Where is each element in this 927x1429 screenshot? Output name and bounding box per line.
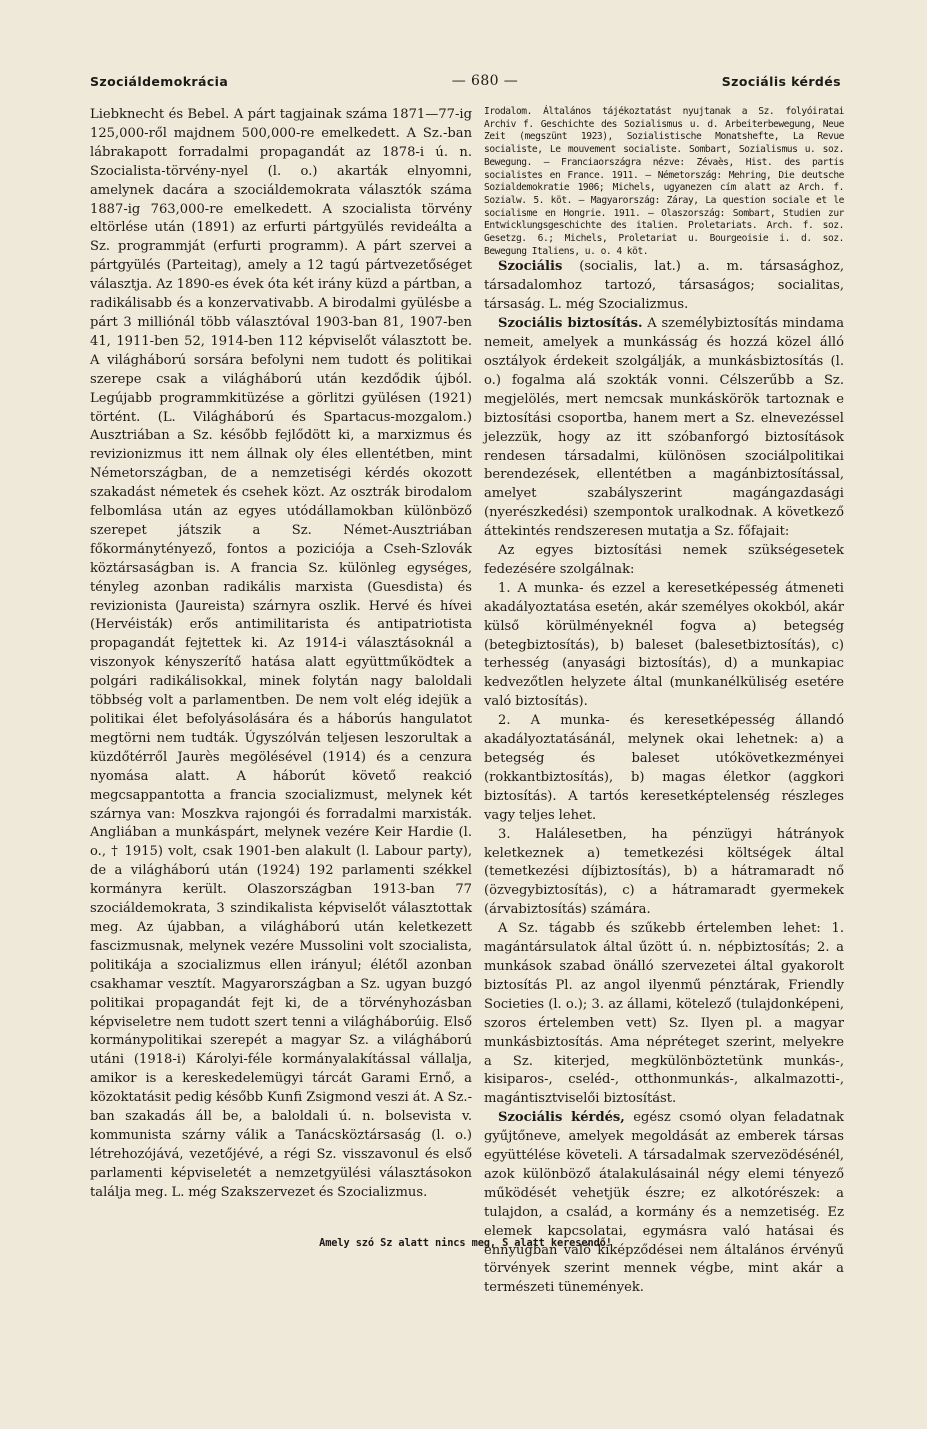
entry-szocialis bbox=[484, 258, 844, 315]
entry-text-kerdes: egész csomó olyan feladatnak gyűjtőneve, amelyek megoldását az emberek társas együttélése követeli. A társadalmak szervezödésénél, azok különböző átalakulásainál négy elemi tényező működését vehetjük észre; ez alkotórészek: a tulajdon, a család, a kormány és a nemzetiség. Ez elemek kapcsolatai, egymásra való hatásai és ennyugban való kiképződései nem általános érvényű törvények szerint mennek végbe, mint akár a természeti tünemények. bbox=[484, 1110, 844, 1296]
entry-text-biztositas: A személybiztosítás mindama nemeit, amelyek a munkásság és hozzá közel álló osztályok érdekeit szolgálják, a munkásbiztosítás (l. o.) fogalma alá szokták vonni. Célszerűbb a Sz. megjelölés, mert nemcsak munkáskörök tartoznak e biztosítási csoportba, hanem mert a Sz. elnevezéssel jelezzük, hogy az itt szóbanforgó biztosítások rendesen társadalmi, különösen szociálpolitikai berendezések, ellentétben a magánbiztosítással, amelyet szabályszerint magángazdasági (nyerészkedési) szempontok uralkodnak. A következő áttekintés rendszeresen mutatja a Sz. főfajait: bbox=[484, 316, 845, 540]
left-column bbox=[90, 106, 472, 1203]
footer-note: Amely szó Sz alatt nincs meg, S alatt keresendő! bbox=[319, 1237, 612, 1249]
biztositas-point-1: 1. A munka- és ezzel a keresetképesség átmeneti akadályoztatása esetén, akár személyes okokból, akár külső körülményeknél fogva a) betegség (betegbiztosítás), b) baleset (balesetbiztosítás), c) terhesség (anyasági biztosítás), d) a munkapiac kedvezőtlen helyzete által (munkanélküliség esetére való biztosítás). bbox=[484, 580, 844, 710]
header-right-keyword: Szociális kérdés bbox=[721, 74, 841, 89]
biztositas-point-3: 3. Halálesetben, ha pénzügyi hátrányok keletkeznek a) temetkezési költségek által (temetkezési díjbiztosítás), b) a hátramaradt nő (özvegybiztosítás), c) a hátramaradt gyermekek (árvabiztosítás) számára. bbox=[484, 826, 844, 918]
page-number: — 680 — bbox=[451, 73, 519, 89]
page-header bbox=[90, 74, 841, 96]
biztositas-point-2: 2. A munka- és keresetképesség állandó akadályoztatásánál, melynek okai lehetnek: a) a betegség és baleset utókövetkezményei (rokkantbiztosítás), b) magas életkor (aggkori biztosítás). A tartós keresetképtelenség részleges vagy teljes lehet. bbox=[484, 713, 844, 823]
right-column bbox=[484, 106, 844, 1298]
biztositas-types: A Sz. tágabb és szűkebb értelemben lehet: 1. magántársulatok által űzött ú. n. népbiztosítás; 2. a munkások szabad önálló szervezetei által gyakorolt biztosítás Pl. az angol ilyenmű pénztárak, Friendly Societies (l. o.); 3. az állami, kötelező (tulajdonképeni, szoros értelemben vett) Sz. Ilyen pl. a magyar munkásbiztosítás. Ama népréteget szerint, melyekre a Sz. kiterjed, megkülönböztetünk munkás-, kisiparos-, cseléd-, otthonmunkás-, alkalmazotti-, magántisztviselői biztosítást. bbox=[484, 921, 844, 1107]
entry-szocialis-biztositas bbox=[484, 315, 844, 542]
entry-term-biztositas: Szociális biztosítás. bbox=[498, 316, 643, 332]
biztositas-intro: Az egyes biztosítási nemek szükségesetek fedezésére szolgálnak: bbox=[484, 543, 844, 577]
entry-szocialis-kerdes bbox=[484, 1109, 844, 1298]
header-left-keyword: Szociáldemokrácia bbox=[90, 74, 229, 89]
entry-text-szocialis: (socialis, lat.) a. m. társasághoz, társadalomhoz tartozó, társaságos; socialitas, társaság. L. még Szocializmus. bbox=[484, 259, 844, 313]
szociáldemokrácia-entry-continuation: Liebknecht és Bebel. A párt tagjainak száma 1871—77-ig 125,000-ről majdnem 500,000-re emelkedett. A Sz.-ban lábrakapott forradalmi propagandát az 1878-i ú. n. Szocialista-törvény-nyel (l. o.) akarták elnyomni, amelynek dacára a szociáldemokrata választók száma 1887-ig 763,000-re emelkedett. A szocialista törvény eltörlése után (1891) az erfurti pártgyülés revideálta a Sz. programmját (erfurti programm). A párt szervei a pártgyülés (Parteitag), amely a 12 tagú pártvezetőséget választja. Az 1890-es évek óta két irány küzd a pártban, a radikálisabb és a konzervativabb. A birodalmi gyülésbe a párt 3 milliónál több választóval 1903-ban 81, 1907-ben 41, 1911-ben 52, 1914-ben 112 képviselőt választott be. A világháború sorsára befolyni nem tudott és politikai szerepe csak a világháború után kezdődik újból. Legújabb programmkitüzése a görlitzi gyülésen (1921) történt. (L. Világháború és Spartacus-mozgalom.) Ausztriában a Sz. később fejlődött ki, a marxizmus és revizionizmus itt nem állnak oly éles ellentétben, mint Németországban, de a nemzetiségi kérdés okozott szakadást németek és csehek közt. Az osztrák birodalom felbomlása után az egyes utódállamokban különböző szerepet játszik a Sz. Német-Ausztriában főkormánytényező, fontos a poziciója a Cseh-Szlovák köztársaságban is. A francia Sz. különleg egységes, tényleg azonban radikális marxista (Guesdista) és revizionista (Jaureista) szárnyra oszlik. Hervé és hívei (Hervéisták) erős antimilitarista és antipatriotista propagandát fejtettek ki. Az 1914-i választásoknál a viszonyok kényszerítő hatása alatt együttműködtek a polgári radikálisokkal, minek folytán nagy baloldali többség volt a parlamentben. De nem volt elég idejük a politikai élet befolyásolására és a háborús hangulatot megtörni nem tudták. Úgyszólván teljesen leszorultak a küzdőtérről Jaurès megölésével (1914) és a cenzura nyomása alatt. A háborút követő reakció megcsappantotta a francia szocializmust, melynek két szárnya van: Moszkva rajongói és forradalmi marxisták. Angliában a munkáspárt, melynek vezére Keir Hardie (l. o., † 1915) volt, csak 1901-ben alakult (l. Labour party), de a világháború után (1924) 192 parlamenti székkel kormányra került. Olaszországban 1913-ban 77 szociáldemokrata, 3 szindikalista képviselőt választottak meg. Az újabban, a világháború után keletkezett fascizmusnak, melynek vezére Mussolini volt szocialista, politikája a szocializmus ellen irányul; élétől azonban csakhamar vesztít. Magyarországban a Sz. ugyan buzgó politikai propagandát fejt ki, de a törvényhozásban képviseletre nem tudott szert tenni a világháborúig. Első kormánypolitikai szerepét a magyar Sz. a világháború utáni (1918-i) Károlyi-féle kormányalakítással vállalja, amikor is a kereskedelemügyi tárcát Garami Ernő, a közoktatásit pedig később Kunfi Zsigmond veszi át. A Sz.-ban szakadás áll be, a baloldali ú. n. bolsevista v. kommunista szárny válik a Tanácsköztársaság (l. o.) létrehozójává, vezetőjévé, a régi Sz. visszavonul és első parlamenti képviseletét a nemzetgyülési választásokon találja meg. L. még Szakszervezet és Szocializmus. bbox=[90, 107, 472, 1200]
entry-term-szocialis: Szociális bbox=[498, 259, 563, 275]
literature-references: Irodalom. Általános tájékoztatást nyujtanak a Sz. folyóiratai Archiv f. Geschichte des Sozialismus u. d. Arbeiterbewegung, Neue Zeit (megszünt 1923), Sozialistische Monatshefte, La Revue socialiste, Le mouvement socialiste. Sombart, Sozialismus u. soz. Bewegung. — Franciaországra nézve: Zévaès, Hist. des partis socialistes en France. 1911. — Németország: Mehring, Die deutsche Sozialdemokratie 1906; Michels, ugyanezen cím alatt az Arch. f. Sozialw. 5. köt. — Magyarország: Záray, La question sociale et le socialisme en Hongrie. 1911. — Olaszország: Sombart, Studien zur Entwicklungsgeschichte des italien. Proletariats. Arch. f. soz. Gesetzg. 6.; Michels, Proletariat u. Bourgeoisie i. d. soz. Bewegung Italiens, u. o. 4 köt. bbox=[484, 106, 844, 257]
entry-term-kerdes: Szociális kérdés, bbox=[498, 1110, 625, 1126]
